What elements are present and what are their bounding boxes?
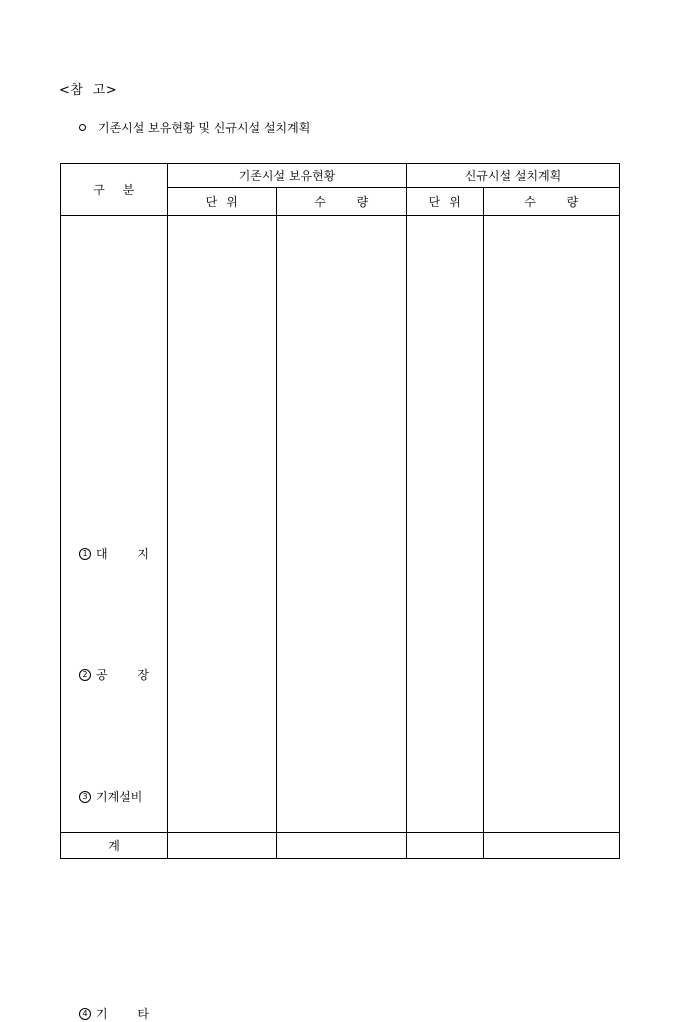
division-header: 구 분 xyxy=(61,164,168,216)
new-unit-header: 단 위 xyxy=(407,188,484,216)
section-title: 기존시설 보유현황 및 신규시설 설치계획 xyxy=(98,121,311,135)
total-row xyxy=(61,833,620,859)
existing-quantity-header: 수 량 xyxy=(277,188,407,216)
existing-facilities-header: 기존시설 보유현황 xyxy=(168,164,407,188)
item-label-first: 대 xyxy=(96,547,108,561)
total-label: 계 xyxy=(61,833,168,859)
section-title-line xyxy=(76,119,310,136)
existing-unit-header: 단 위 xyxy=(168,188,277,216)
new-quantity-header: 수 량 xyxy=(484,188,620,216)
total-new-quantity-cell[interactable] xyxy=(484,833,620,859)
item-label-first: 기계설비 xyxy=(96,790,143,804)
item-label-second: 장 xyxy=(137,668,149,682)
header-row-1 xyxy=(61,164,620,188)
total-existing-quantity-cell[interactable] xyxy=(277,833,407,859)
existing-quantity-cell[interactable] xyxy=(277,216,407,833)
item-list-cell xyxy=(61,216,168,1021)
item-label-second: 지 xyxy=(137,547,149,561)
circled-number: 2 xyxy=(79,669,91,681)
new-facilities-header: 신규시설 설치계획 xyxy=(407,164,620,188)
new-quantity-cell[interactable] xyxy=(484,216,620,833)
total-new-unit-cell[interactable] xyxy=(407,833,484,859)
existing-unit-cell[interactable] xyxy=(168,216,277,833)
circled-number: 3 xyxy=(79,791,91,803)
item-label-first: 공 xyxy=(96,668,108,682)
circled-number: 4 xyxy=(79,1008,91,1020)
item-label-first: 기 xyxy=(96,1007,108,1021)
total-existing-unit-cell[interactable] xyxy=(168,833,277,859)
bullet-circle-icon xyxy=(79,124,86,131)
facility-table xyxy=(60,163,620,1021)
new-unit-cell[interactable] xyxy=(407,216,484,833)
item-label-second: 타 xyxy=(137,1007,149,1021)
reference-label: <참 고> xyxy=(59,83,118,98)
body-row xyxy=(61,216,620,833)
circled-number: 1 xyxy=(79,548,91,560)
